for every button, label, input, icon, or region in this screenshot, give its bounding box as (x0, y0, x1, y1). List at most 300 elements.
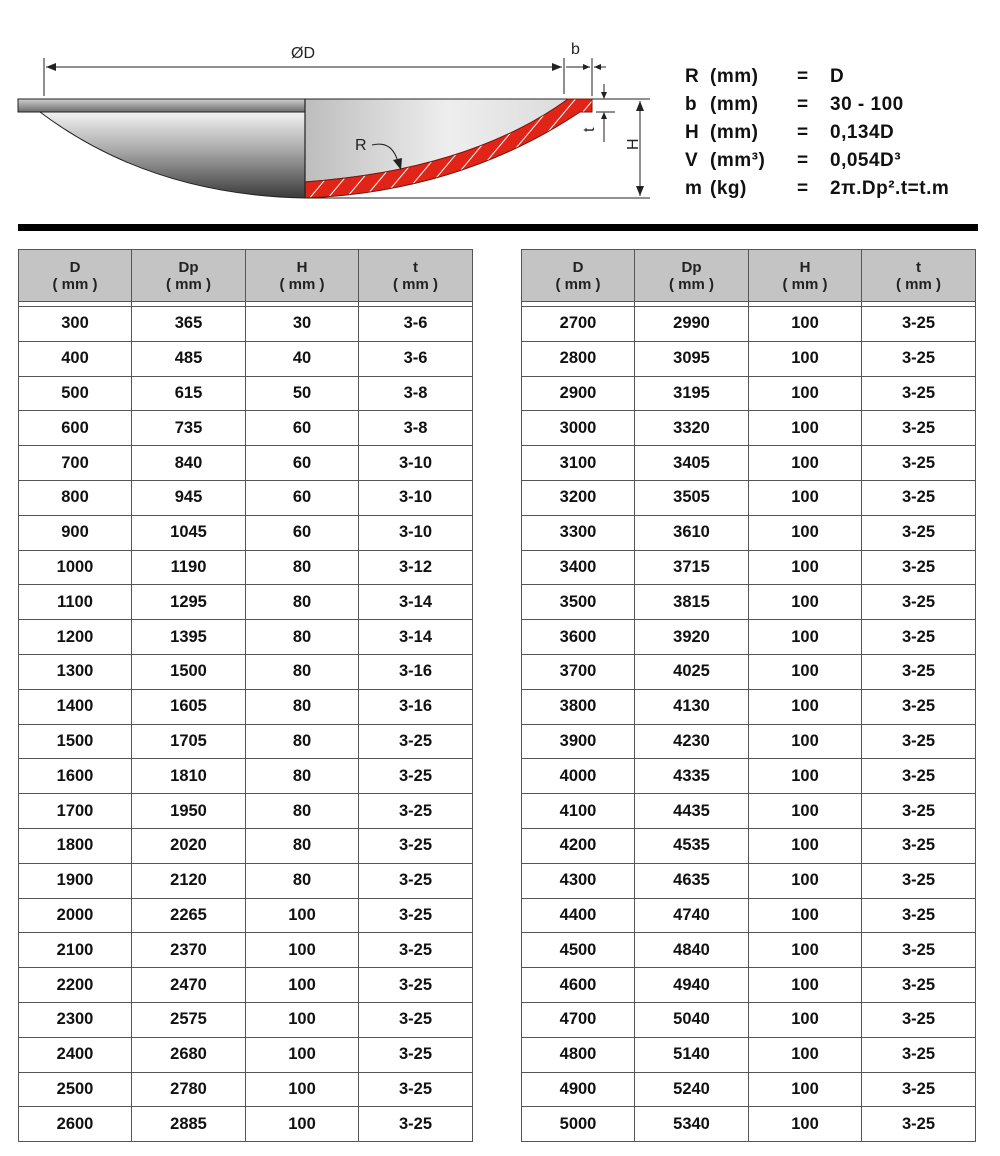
formula-row (685, 66, 1000, 94)
table-cell: 3-16 (359, 654, 473, 689)
table-row (522, 1107, 976, 1142)
table-cell: 3-25 (359, 933, 473, 968)
table-cell: 3-14 (359, 620, 473, 655)
table-cell: 3-25 (359, 1002, 473, 1037)
table-cell: 3-25 (862, 411, 976, 446)
table-cell: 615 (132, 376, 246, 411)
table-row (522, 724, 976, 759)
table-cell: 4025 (635, 654, 749, 689)
table-cell: 3815 (635, 585, 749, 620)
table-cell: 80 (246, 550, 359, 585)
spec-table-left (18, 249, 473, 1142)
table-cell: 3405 (635, 446, 749, 481)
table-row (19, 968, 473, 1003)
column-unit: ( mm ) (782, 275, 828, 293)
table-cell: 4535 (635, 828, 749, 863)
table-row (19, 1072, 473, 1107)
column-header-dp (635, 250, 749, 302)
table-cell: 735 (132, 411, 246, 446)
table-cell: 3-25 (359, 1037, 473, 1072)
table-row (522, 515, 976, 550)
dish-head-diagram (0, 0, 680, 215)
table-cell: 2400 (19, 1037, 132, 1072)
formula-equals: = (797, 94, 809, 115)
column-unit: ( mm ) (555, 275, 601, 293)
table-cell: 60 (246, 480, 359, 515)
table-row (522, 1072, 976, 1107)
table-cell: 1800 (19, 828, 132, 863)
table-cell: 1500 (132, 654, 246, 689)
column-header-h (246, 250, 359, 302)
table-cell: 80 (246, 724, 359, 759)
table-cell: 3715 (635, 550, 749, 585)
table-cell: 40 (246, 341, 359, 376)
table-cell: 2020 (132, 828, 246, 863)
table-row (522, 585, 976, 620)
table-cell: 100 (749, 1037, 862, 1072)
table-cell: 100 (749, 724, 862, 759)
table-row (522, 1002, 976, 1037)
column-unit: ( mm ) (669, 275, 714, 293)
formula-unit: (mm) (710, 94, 759, 115)
table-cell: 4700 (522, 1002, 635, 1037)
table-cell: 100 (246, 1002, 359, 1037)
table-cell: 3-25 (862, 828, 976, 863)
table-cell: 3000 (522, 411, 635, 446)
table-cell: 800 (19, 480, 132, 515)
table-row (19, 376, 473, 411)
table-cell: 3-25 (359, 1072, 473, 1107)
table-cell: 3-25 (862, 898, 976, 933)
table-cell: 2200 (19, 968, 132, 1003)
table-cell: 3-25 (359, 759, 473, 794)
table-cell: 3-25 (862, 515, 976, 550)
table-row (19, 689, 473, 724)
table-cell: 3700 (522, 654, 635, 689)
table-cell: 100 (749, 1107, 862, 1142)
table-cell: 1500 (19, 724, 132, 759)
formula-value: 30 - 100 (830, 94, 904, 115)
column-header-t (359, 250, 473, 302)
table-cell: 4300 (522, 863, 635, 898)
table-row (19, 480, 473, 515)
table-cell: 600 (19, 411, 132, 446)
table-row (19, 1107, 473, 1142)
table-cell: 3-25 (862, 480, 976, 515)
formula-equals: = (797, 122, 809, 143)
table-cell: 3-25 (359, 828, 473, 863)
table-cell: 2500 (19, 1072, 132, 1107)
table-cell: 4335 (635, 759, 749, 794)
table-cell: 5240 (635, 1072, 749, 1107)
table-cell: 100 (246, 968, 359, 1003)
table-cell: 1100 (19, 585, 132, 620)
formula-value: D (830, 66, 845, 87)
table-row (522, 341, 976, 376)
table-cell: 100 (749, 480, 862, 515)
table-cell: 100 (749, 933, 862, 968)
table-row (19, 515, 473, 550)
table-cell: 100 (749, 307, 862, 342)
column-name: t (413, 258, 418, 276)
column-header-dp (132, 250, 246, 302)
table-cell: 3-6 (359, 307, 473, 342)
table-cell: 1600 (19, 759, 132, 794)
table-cell: 2990 (635, 307, 749, 342)
height-label: H (625, 138, 642, 150)
formula-symbol: m (685, 178, 703, 199)
table-cell: 100 (749, 968, 862, 1003)
table-cell: 2600 (19, 1107, 132, 1142)
column-name: H (296, 258, 308, 276)
formula-value: 0,054D³ (830, 150, 902, 171)
table-row (19, 585, 473, 620)
table-cell: 100 (749, 1072, 862, 1107)
table-cell: 3-25 (359, 794, 473, 829)
table-cell: 100 (749, 863, 862, 898)
column-header-d (522, 250, 635, 302)
table-cell: 3-25 (862, 1107, 976, 1142)
table-row (522, 933, 976, 968)
table-row (19, 1002, 473, 1037)
table-cell: 3200 (522, 480, 635, 515)
table-cell: 3-25 (862, 759, 976, 794)
column-name: D (69, 258, 81, 276)
table-cell: 100 (749, 654, 862, 689)
column-name: H (799, 258, 811, 276)
table-cell: 100 (749, 689, 862, 724)
table-cell: 100 (749, 446, 862, 481)
header-row (19, 250, 473, 302)
table-cell: 2370 (132, 933, 246, 968)
table-cell: 3-25 (862, 863, 976, 898)
table-row (19, 898, 473, 933)
table-cell: 100 (246, 933, 359, 968)
formula-unit: (mm) (710, 66, 759, 87)
table-cell: 100 (246, 1107, 359, 1142)
column-unit: ( mm ) (279, 275, 325, 293)
table-cell: 2265 (132, 898, 246, 933)
table-row (19, 446, 473, 481)
table-cell: 1400 (19, 689, 132, 724)
table-cell: 4740 (635, 898, 749, 933)
table-cell: 1900 (19, 863, 132, 898)
table-row (522, 863, 976, 898)
table-row (19, 724, 473, 759)
table-cell: 100 (749, 794, 862, 829)
table-cell: 2470 (132, 968, 246, 1003)
table-cell: 100 (749, 620, 862, 655)
column-unit: ( mm ) (166, 275, 211, 293)
table-cell: 1200 (19, 620, 132, 655)
shell-exterior (40, 112, 305, 198)
table-cell: 4500 (522, 933, 635, 968)
table-cell: 3-25 (359, 898, 473, 933)
table-cell: 945 (132, 480, 246, 515)
table-cell: 365 (132, 307, 246, 342)
table-row (522, 550, 976, 585)
table-row (522, 828, 976, 863)
column-name: D (572, 258, 584, 276)
table-cell: 1295 (132, 585, 246, 620)
divider-bar (18, 224, 978, 231)
table-cell: 4130 (635, 689, 749, 724)
table-cell: 2900 (522, 376, 635, 411)
formula-unit: (mm³) (710, 150, 766, 171)
table-cell: 100 (749, 585, 862, 620)
table-cell: 2000 (19, 898, 132, 933)
formula-row (685, 178, 1000, 206)
formula-list (685, 66, 1000, 206)
table-row (19, 620, 473, 655)
table-cell: 3-25 (862, 446, 976, 481)
table-cell: 80 (246, 585, 359, 620)
table-cell: 3-25 (862, 341, 976, 376)
table-cell: 3610 (635, 515, 749, 550)
table-cell: 3-25 (862, 585, 976, 620)
table-cell: 300 (19, 307, 132, 342)
table-cell: 3-8 (359, 376, 473, 411)
table-cell: 4900 (522, 1072, 635, 1107)
table-cell: 3-10 (359, 446, 473, 481)
table-cell: 1000 (19, 550, 132, 585)
table-cell: 3-16 (359, 689, 473, 724)
table-cell: 5340 (635, 1107, 749, 1142)
table-cell: 60 (246, 446, 359, 481)
table-cell: 100 (749, 411, 862, 446)
radius-label: R (355, 137, 367, 154)
table-cell: 485 (132, 341, 246, 376)
table-cell: 2100 (19, 933, 132, 968)
table-cell: 60 (246, 515, 359, 550)
table-cell: 100 (246, 1072, 359, 1107)
column-name: Dp (681, 258, 702, 276)
table-cell: 50 (246, 376, 359, 411)
table-cell: 80 (246, 689, 359, 724)
table-cell: 100 (749, 828, 862, 863)
table-cell: 3505 (635, 480, 749, 515)
formula-symbol: R (685, 66, 700, 87)
formula-equals: = (797, 150, 809, 171)
table-cell: 500 (19, 376, 132, 411)
table-cell: 80 (246, 654, 359, 689)
column-unit: ( mm ) (393, 275, 438, 293)
table-cell: 1950 (132, 794, 246, 829)
table-cell: 1190 (132, 550, 246, 585)
table-cell: 4635 (635, 863, 749, 898)
table-row (19, 654, 473, 689)
table-cell: 4230 (635, 724, 749, 759)
table-cell: 3920 (635, 620, 749, 655)
table-cell: 3-25 (359, 724, 473, 759)
formula-symbol: b (685, 94, 698, 115)
formula-row (685, 94, 1000, 122)
table-cell: 1300 (19, 654, 132, 689)
formula-row (685, 122, 1000, 150)
table-cell: 2575 (132, 1002, 246, 1037)
table-cell: 30 (246, 307, 359, 342)
table-cell: 3-10 (359, 480, 473, 515)
table-cell: 3-25 (862, 968, 976, 1003)
table-cell: 2680 (132, 1037, 246, 1072)
table-cell: 3-25 (862, 1002, 976, 1037)
table-cell: 100 (749, 898, 862, 933)
table-cell: 100 (749, 550, 862, 585)
table-cell: 3500 (522, 585, 635, 620)
table-cell: 3-12 (359, 550, 473, 585)
table-row (522, 307, 976, 342)
flange-label: b (571, 41, 580, 58)
table-cell: 5040 (635, 1002, 749, 1037)
column-header-t (862, 250, 976, 302)
table-cell: 5140 (635, 1037, 749, 1072)
table-cell: 3-25 (862, 1072, 976, 1107)
table-row (522, 654, 976, 689)
table-row (19, 933, 473, 968)
table-cell: 60 (246, 411, 359, 446)
table-cell: 80 (246, 828, 359, 863)
table-cell: 2885 (132, 1107, 246, 1142)
table-cell: 3-25 (359, 1107, 473, 1142)
column-unit: ( mm ) (52, 275, 98, 293)
thickness-label: t (581, 127, 598, 132)
table-cell: 100 (246, 898, 359, 933)
table-cell: 1705 (132, 724, 246, 759)
table-row (19, 828, 473, 863)
table-cell: 2780 (132, 1072, 246, 1107)
table-cell: 5000 (522, 1107, 635, 1142)
header-row (522, 250, 976, 302)
table-cell: 80 (246, 863, 359, 898)
formula-symbol: V (685, 150, 699, 171)
table-cell: 3400 (522, 550, 635, 585)
table-cell: 2800 (522, 341, 635, 376)
formula-symbol: H (685, 122, 700, 143)
formula-equals: = (797, 178, 809, 199)
table-row (19, 307, 473, 342)
table-cell: 80 (246, 759, 359, 794)
table-cell: 100 (246, 1037, 359, 1072)
column-header-h (749, 250, 862, 302)
column-header-d (19, 250, 132, 302)
table-cell: 3-25 (862, 654, 976, 689)
table-row (19, 794, 473, 829)
table-cell: 3-10 (359, 515, 473, 550)
spec-table-right (521, 249, 976, 1142)
table-cell: 3-25 (359, 968, 473, 1003)
table-cell: 100 (749, 341, 862, 376)
column-name: Dp (178, 258, 199, 276)
formula-unit: (kg) (710, 178, 747, 199)
table-cell: 3-25 (862, 794, 976, 829)
table-cell: 4840 (635, 933, 749, 968)
table-cell: 3-25 (862, 376, 976, 411)
table-cell: 4400 (522, 898, 635, 933)
table-cell: 100 (749, 759, 862, 794)
table-cell: 100 (749, 515, 862, 550)
formula-unit: (mm) (710, 122, 759, 143)
column-name: t (916, 258, 921, 276)
table-cell: 3-14 (359, 585, 473, 620)
formula-row (685, 150, 1000, 178)
table-cell: 1810 (132, 759, 246, 794)
table-row (522, 446, 976, 481)
table-row (522, 968, 976, 1003)
table-row (522, 411, 976, 446)
formula-value: 2π.Dp².t=t.m (830, 178, 950, 199)
table-cell: 3-25 (862, 307, 976, 342)
table-row (19, 550, 473, 585)
table-cell: 4100 (522, 794, 635, 829)
table-row (522, 376, 976, 411)
table-cell: 2120 (132, 863, 246, 898)
table-cell: 3-25 (862, 724, 976, 759)
diameter-label: ØD (291, 45, 315, 62)
table-cell: 1395 (132, 620, 246, 655)
table-row (19, 759, 473, 794)
table-cell: 4940 (635, 968, 749, 1003)
table-cell: 3800 (522, 689, 635, 724)
table-cell: 4800 (522, 1037, 635, 1072)
table-cell: 3-25 (359, 863, 473, 898)
table-cell: 2300 (19, 1002, 132, 1037)
table-cell: 1045 (132, 515, 246, 550)
table-row (522, 620, 976, 655)
table-cell: 4000 (522, 759, 635, 794)
table-row (522, 794, 976, 829)
table-cell: 3300 (522, 515, 635, 550)
table-row (19, 341, 473, 376)
table-cell: 4200 (522, 828, 635, 863)
table-row (522, 759, 976, 794)
table-cell: 3-25 (862, 550, 976, 585)
table-cell: 2700 (522, 307, 635, 342)
column-unit: ( mm ) (896, 275, 941, 293)
table-cell: 3-25 (862, 1037, 976, 1072)
left-flange (18, 99, 305, 112)
table-row (522, 480, 976, 515)
table-cell: 3-25 (862, 620, 976, 655)
table-cell: 3900 (522, 724, 635, 759)
table-cell: 4600 (522, 968, 635, 1003)
table-cell: 1605 (132, 689, 246, 724)
table-cell: 3100 (522, 446, 635, 481)
table-cell: 900 (19, 515, 132, 550)
table-cell: 3-6 (359, 341, 473, 376)
table-cell: 100 (749, 376, 862, 411)
table-row (522, 689, 976, 724)
table-cell: 840 (132, 446, 246, 481)
table-cell: 100 (749, 1002, 862, 1037)
table-cell: 3095 (635, 341, 749, 376)
table-cell: 80 (246, 620, 359, 655)
table-row (522, 898, 976, 933)
table-cell: 3-25 (862, 689, 976, 724)
table-row (19, 1037, 473, 1072)
table-cell: 80 (246, 794, 359, 829)
table-cell: 3-8 (359, 411, 473, 446)
table-cell: 1700 (19, 794, 132, 829)
table-cell: 3-25 (862, 933, 976, 968)
table-cell: 3600 (522, 620, 635, 655)
table-row (522, 1037, 976, 1072)
formula-value: 0,134D (830, 122, 895, 143)
table-cell: 4435 (635, 794, 749, 829)
table-row (19, 411, 473, 446)
formula-equals: = (797, 66, 809, 87)
table-cell: 400 (19, 341, 132, 376)
table-cell: 3195 (635, 376, 749, 411)
